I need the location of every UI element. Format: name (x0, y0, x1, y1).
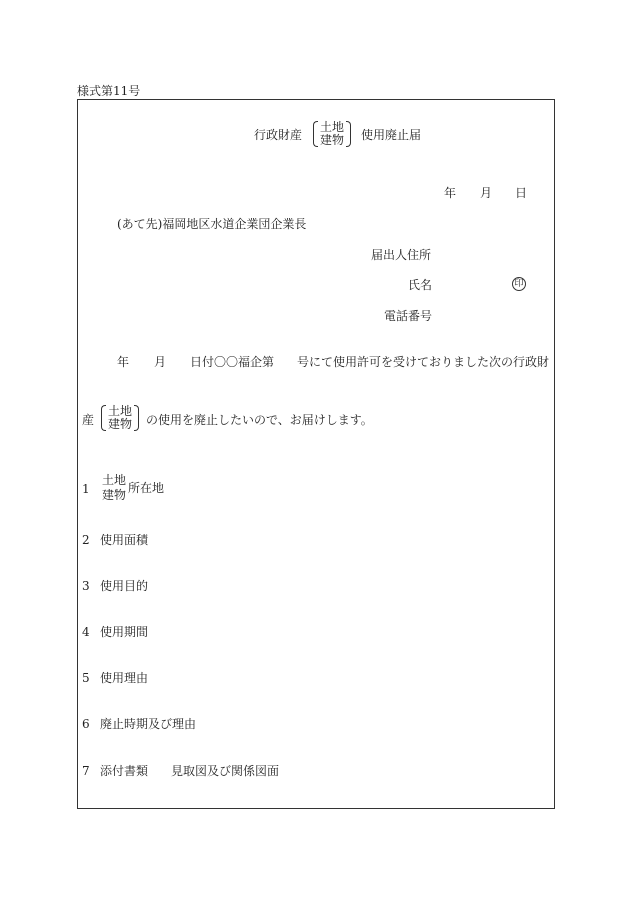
item-2-number: 2 (82, 533, 90, 547)
item-1-property-type (102, 473, 126, 503)
title-property-type (313, 121, 351, 147)
item-4-label: 使用期間 (100, 625, 149, 639)
item-6-label: 廃止時期及び理由 (100, 717, 197, 731)
applicant-address-label: 届出人住所 (371, 248, 432, 262)
applicant-phone-label: 電話番号 (384, 309, 433, 323)
item-1-option-building: 建物 (102, 488, 127, 502)
title-suffix: 使用廃止届 (361, 128, 422, 142)
body-line2-rest: の使用を廃止したいので、お届けします。 (146, 413, 373, 427)
body-month: 月 (154, 355, 167, 369)
date-day: 日 (515, 186, 528, 200)
title-option-land: 土地 (320, 120, 345, 134)
date-month: 月 (480, 186, 493, 200)
item-3-number: 3 (82, 579, 90, 593)
title-option-building: 建物 (320, 133, 345, 147)
item-1-option-land: 土地 (102, 473, 127, 487)
item-7-value: 見取図及び関係図面 (171, 764, 280, 778)
body-option-land: 土地 (108, 404, 133, 418)
body-year: 年 (117, 355, 130, 369)
seal-mark: 印 (512, 277, 526, 291)
addressee: (あて先)福岡地区水道企業団企業長 (117, 217, 307, 231)
item-4-number: 4 (82, 625, 90, 639)
item-6-number: 6 (82, 717, 90, 731)
item-7-label: 添付書類 (100, 764, 149, 778)
item-5-label: 使用理由 (100, 671, 149, 685)
body-line2-start: 産 (82, 413, 95, 427)
item-5-number: 5 (82, 671, 90, 685)
body-reference: 日付〇〇福企第 (190, 355, 275, 369)
title-prefix: 行政財産 (254, 128, 303, 142)
item-1-number: 1 (82, 482, 90, 496)
item-3-label: 使用目的 (100, 579, 149, 593)
body-property-type (101, 405, 139, 431)
item-1-label: 所在地 (128, 481, 165, 495)
form-number: 様式第11号 (77, 84, 141, 98)
body-option-building: 建物 (108, 417, 133, 431)
item-2-label: 使用面積 (100, 533, 149, 547)
form-frame (77, 99, 555, 809)
item-7-number: 7 (82, 764, 90, 778)
date-year: 年 (444, 186, 457, 200)
applicant-name-label: 氏名 (408, 278, 433, 292)
body-line1-rest: 号にて使用許可を受けておりました次の行政財 (297, 355, 550, 369)
